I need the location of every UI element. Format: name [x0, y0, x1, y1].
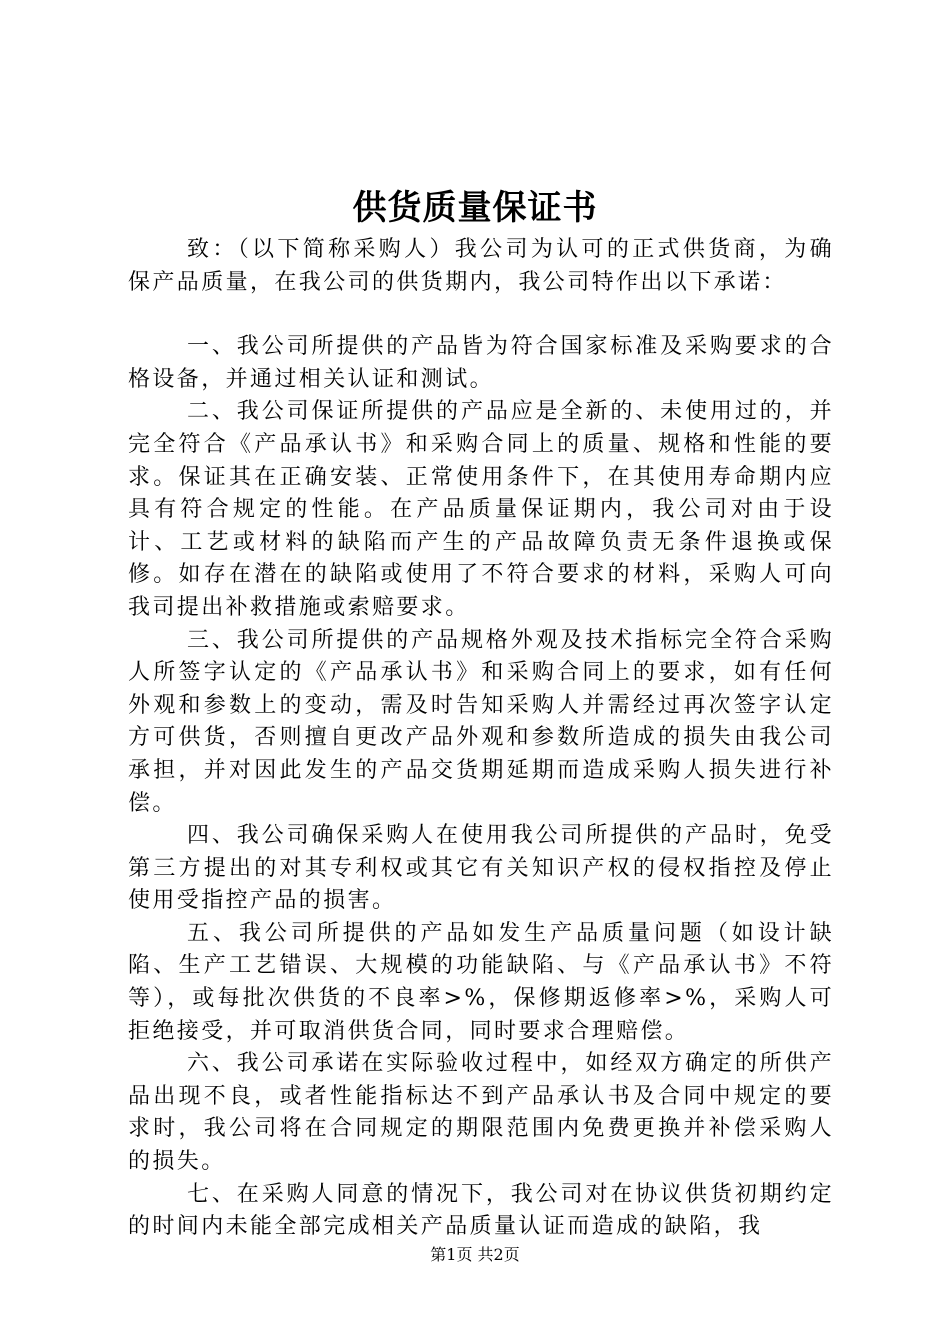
clause-4-paragraph: 四、我公司确保采购人在使用我公司所提供的产品时，免受第三方提出的对其专利权或其它有关知识产权的侵权指控及停止使用受指控产品的损害。 [128, 823, 834, 914]
document-body [128, 234, 834, 1244]
intro-paragraph: 致：（以下简称采购人）我公司为认可的正式供货商，为确保产品质量，在我公司的供货期内，我公司特作出以下承诺： [128, 237, 834, 295]
clause-5-paragraph: 五、我公司所提供的产品如发生产品质量问题（如设计缺陷、生产工艺错误、大规模的功能缺陷、与《产品承认书》不符等），或每批次供货的不良率>%，保修期返修率>%，采购人可拒绝接受，并可取消供货合同，同时要求合理赔偿。 [128, 920, 834, 1044]
clause-2-paragraph: 二、我公司保证所提供的产品应是全新的、未使用过的，并完全符合《产品承认书》和采购合同上的质量、规格和性能的要求。保证其在正确安装、正常使用条件下，在其使用寿命期内应具有符合规定的性能。在产品质量保证期内，我公司对由于设计、工艺或材料的缺陷而产生的产品故障负责无条件退换或保修。如存在潜在的缺陷或使用了不符合要求的材料，采购人可向我司提出补救措施或索赔要求。 [128, 399, 834, 620]
clause-3-paragraph: 三、我公司所提供的产品规格外观及技术指标完全符合采购人所签字认定的《产品承认书》和采购合同上的要求，如有任何外观和参数上的变动，需及时告知采购人并需经过再次签字认定方可供货，否则擅自更改产品外观和参数所造成的损失由我公司承担，并对因此发生的产品交货期延期而造成采购人损失进行补偿。 [128, 627, 834, 816]
clause-7-paragraph: 七、在采购人同意的情况下，我公司对在协议供货初期约定的时间内未能全部完成相关产品质量认证而造成的缺陷，我 [128, 1181, 834, 1240]
page-footer: 第1页 共2页 [430, 1245, 520, 1264]
clause-1-paragraph: 一、我公司所提供的产品皆为符合国家标准及采购要求的合格设备，并通过相关认证和测试。 [128, 334, 834, 392]
clause-6-paragraph: 六、我公司承诺在实际验收过程中，如经双方确定的所供产品出现不良，或者性能指标达不到产品承认书及合同中规定的要求时，我公司将在合同规定的期限范围内免费更换并补偿采购人的损失。 [128, 1051, 834, 1175]
document-title: 供货质量保证书 [352, 188, 598, 228]
